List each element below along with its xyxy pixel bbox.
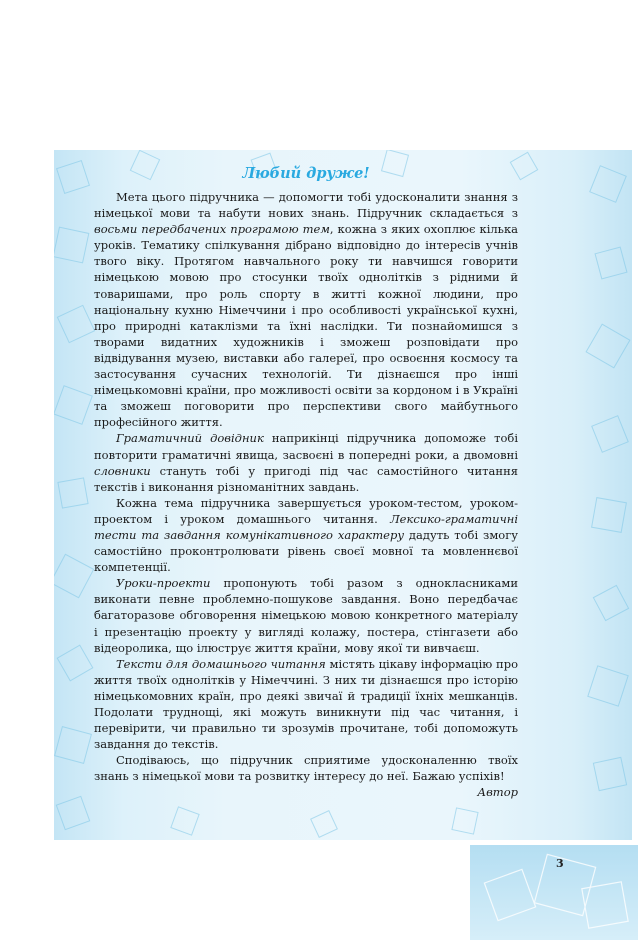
text-run: стануть тобі у пригоді під час самостійного читання текстів і виконання різноманітних завдань.: [94, 463, 518, 494]
paragraph: [94, 495, 518, 575]
text-run: Сподіваюсь, що підручник сприятиме удосконаленню твоїх знань з німецької мови та розвитку інтересу до неї. Бажаю успіхів!: [94, 753, 518, 784]
paragraphs: [94, 189, 518, 784]
page-number: 3: [556, 857, 564, 870]
paragraph: [94, 575, 518, 655]
page-title: Любий друже!: [242, 165, 370, 182]
paragraph: [94, 656, 518, 753]
text-run: наприкінці підручника допоможе тобі повторити граматичні явища, засвоєні в попередні роки, а двомовні: [94, 431, 519, 462]
text-run: Мета цього підручника — допомогти тобі удосконалити знання з німецької мови та набути нових знань. Підручник складається з: [94, 190, 518, 221]
text-run: дадуть тобі змогу самостійно проконтролювати рівень своєї мовної та мовленнєвої компетенції.: [94, 527, 518, 575]
paragraph: [94, 752, 518, 784]
text-run: , кожна з яких охоплює кілька уроків. Тематику спілкування дібрано відповідно до інтересів учнів твого віку. Протягом навчального року ти навчишся говорити німецькою мовою про стосунки твоїх однолітків з рідними й товаришами, про роль спорту в житті кожної людини, про національну кухню Німеччини і про особливості української кухні, про природні катаклізми та їхні наслідки. Ти познайомишся з творами видатних художників і зможеш розповідати про відвідування музею, виставки або галереї, про освоєння космосу та застосування сучасних технологій. Ти дізнаєшся про інші німецькомовні країни, про можливості освіти за кордоном і в Україні та зможеш поговорити про перспективи свого майбутнього професійного життя.: [94, 222, 518, 430]
italic-text: Тексти для домашнього читання: [116, 656, 326, 671]
text-run: містять цікаву інформацію про життя твоїх однолітків у Німеччині. З них ти дізнаєшся про історію німецькомовних країн, про деякі звичаї й традиції їхніх мешканців. Подолати труднощі, які можуть виникнути під час читання, і перевірити, чи правильно ти зрозумів прочитане, тобі допоможуть завдання до текстів.: [94, 656, 518, 752]
text-run: пропонують тобі разом з однокласниками виконати певне проблемно-пошукове завдання. Воно передбачає багаторазове обговорення німецькою мовою конкретного матеріалу і презентацію проекту у вигляді колажу, постера, стінгазети або відеоролика, що ілюструє життя країни, мову якої ти вивчаєш.: [94, 576, 518, 655]
paragraph: [94, 430, 518, 494]
footer-decoration: [470, 845, 638, 940]
italic-text: Лексико-граматичні тести та завдання комунікативного характеру: [94, 511, 518, 542]
text-run: Кожна тема підручника завершується уроком-тестом, уроком-проектом і уроком домашнього читання.: [94, 495, 518, 526]
footer-squares: [470, 845, 638, 940]
italic-text: словники: [94, 463, 151, 478]
italic-text: восьми передбачених програмою тем: [94, 222, 330, 237]
paragraph: [94, 189, 518, 430]
author-signature: Автор: [477, 785, 518, 800]
page-text: [94, 165, 518, 801]
italic-text: Уроки-проекти: [116, 576, 211, 591]
italic-text: Граматичний довідник: [116, 431, 264, 446]
